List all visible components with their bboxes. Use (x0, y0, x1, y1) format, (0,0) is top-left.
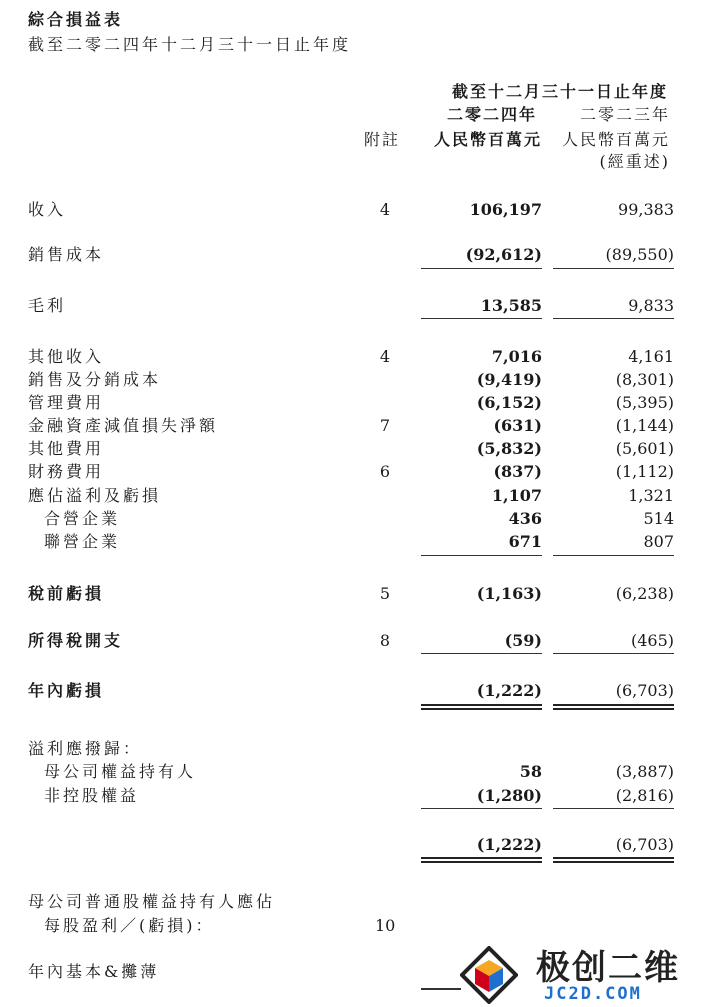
row-note: 6 (379, 462, 391, 481)
total-double-rule (421, 704, 542, 710)
row-value-2024: 1,107 (491, 486, 542, 505)
row-value-2024: (9,419) (476, 370, 542, 389)
row-label: 母公司權益持有人 (44, 762, 197, 781)
row-label: 銷售及分銷成本 (28, 370, 162, 389)
subtotal-rule (553, 555, 674, 556)
row-value-2024: 58 (519, 762, 542, 781)
row-value-2023: (1,112) (615, 462, 674, 481)
row-value-2024: 436 (508, 509, 542, 528)
row-label: 財務費用 (28, 462, 105, 481)
column-2024-unit: 人民幣百萬元 (433, 130, 542, 149)
subtotal-rule (421, 808, 542, 809)
row-value-2023: 9,833 (628, 296, 674, 315)
row-value-2023: (89,550) (605, 245, 674, 264)
row-value-2023: 99,383 (618, 200, 674, 219)
row-label: 每股盈利／(虧損)： (44, 916, 215, 935)
row-value-2023: (5,601) (615, 439, 674, 458)
row-value-2023: 514 (643, 509, 674, 528)
subtotal-rule (553, 653, 674, 654)
row-note: 4 (379, 200, 391, 219)
row-note: 8 (379, 631, 391, 650)
row-value-2024: (1,280) (476, 786, 542, 805)
row-note: 10 (375, 916, 396, 935)
row-label: 所得稅開支 (28, 631, 124, 650)
row-value-2024: (1,163) (476, 584, 542, 603)
row-value-2024: (6,152) (476, 393, 542, 412)
total-double-rule (553, 704, 674, 710)
subtotal-rule (421, 653, 542, 654)
row-value-2023: (6,238) (615, 584, 674, 603)
subtotal-rule (421, 555, 542, 556)
row-label: 非控股權益 (44, 786, 140, 805)
row-value-2024: (631) (493, 416, 542, 435)
column-2024-year: 二零二四年 (446, 105, 537, 124)
total-double-rule (421, 857, 542, 863)
column-restated-label: (經重述) (599, 152, 670, 171)
row-value-2023: (1,144) (615, 416, 674, 435)
watermark (452, 940, 702, 1007)
row-value-2024: (92,612) (465, 245, 542, 264)
watermark-title: 极创二维 (536, 948, 680, 988)
row-value-2024: (1,222) (476, 835, 542, 854)
row-label: 應佔溢利及虧損 (28, 486, 162, 505)
row-label: 母公司普通股權益持有人應佔 (28, 892, 276, 911)
row-value-2023: (6,703) (615, 681, 674, 700)
statement-subtitle: 截至二零二四年十二月三十一日止年度 (28, 35, 352, 54)
subtotal-rule (421, 318, 542, 319)
row-note: 4 (379, 347, 391, 366)
subtotal-rule (553, 318, 674, 319)
row-value-2024: (837) (493, 462, 542, 481)
row-value-2024: (1,222) (476, 681, 542, 700)
row-value-2023: (465) (630, 631, 674, 650)
row-label: 溢利應撥歸： (28, 739, 143, 758)
row-label: 其他收入 (28, 347, 105, 366)
row-label: 毛利 (28, 296, 67, 315)
row-value-2023: 807 (643, 532, 674, 551)
row-value-2023: 1,321 (628, 486, 674, 505)
row-value-2023: (8,301) (615, 370, 674, 389)
row-label: 稅前虧損 (28, 584, 105, 603)
row-label: 年內虧損 (28, 681, 105, 700)
row-label: 聯營企業 (44, 532, 121, 551)
row-value-2023: (2,816) (615, 786, 674, 805)
column-2023-year: 二零二三年 (579, 105, 670, 124)
subtotal-rule (421, 268, 542, 269)
row-value-2023: (6,703) (615, 835, 674, 854)
row-value-2024: (5,832) (476, 439, 542, 458)
watermark-subtitle: JC2D.COM (544, 984, 642, 1004)
row-label: 合營企業 (44, 509, 121, 528)
cube-logo-icon (460, 946, 518, 1004)
row-value-2023: 4,161 (628, 347, 674, 366)
row-note: 5 (379, 584, 391, 603)
subtotal-rule (553, 808, 674, 809)
row-label: 收入 (28, 200, 67, 219)
row-value-2024: 671 (508, 532, 542, 551)
row-label: 管理費用 (28, 393, 105, 412)
row-value-2024: 7,016 (491, 347, 542, 366)
statement-title: 綜合損益表 (28, 10, 124, 29)
row-value-2024: (59) (504, 631, 542, 650)
row-label: 年內基本&攤薄 (28, 962, 160, 981)
row-label: 其他費用 (28, 439, 105, 458)
row-value-2024: 13,585 (480, 296, 542, 315)
row-value-2024: 106,197 (469, 200, 542, 219)
column-note-label: 附註 (364, 130, 401, 149)
column-2023-unit: 人民幣百萬元 (561, 130, 670, 149)
row-label: 金融資產減值損失淨額 (28, 416, 219, 435)
row-value-2023: (5,395) (615, 393, 674, 412)
row-label: 銷售成本 (28, 245, 105, 264)
row-value-2023: (3,887) (615, 762, 674, 781)
column-period-header: 截至十二月三十一日止年度 (451, 82, 668, 101)
subtotal-rule (553, 268, 674, 269)
total-double-rule (553, 857, 674, 863)
row-note: 7 (379, 416, 391, 435)
